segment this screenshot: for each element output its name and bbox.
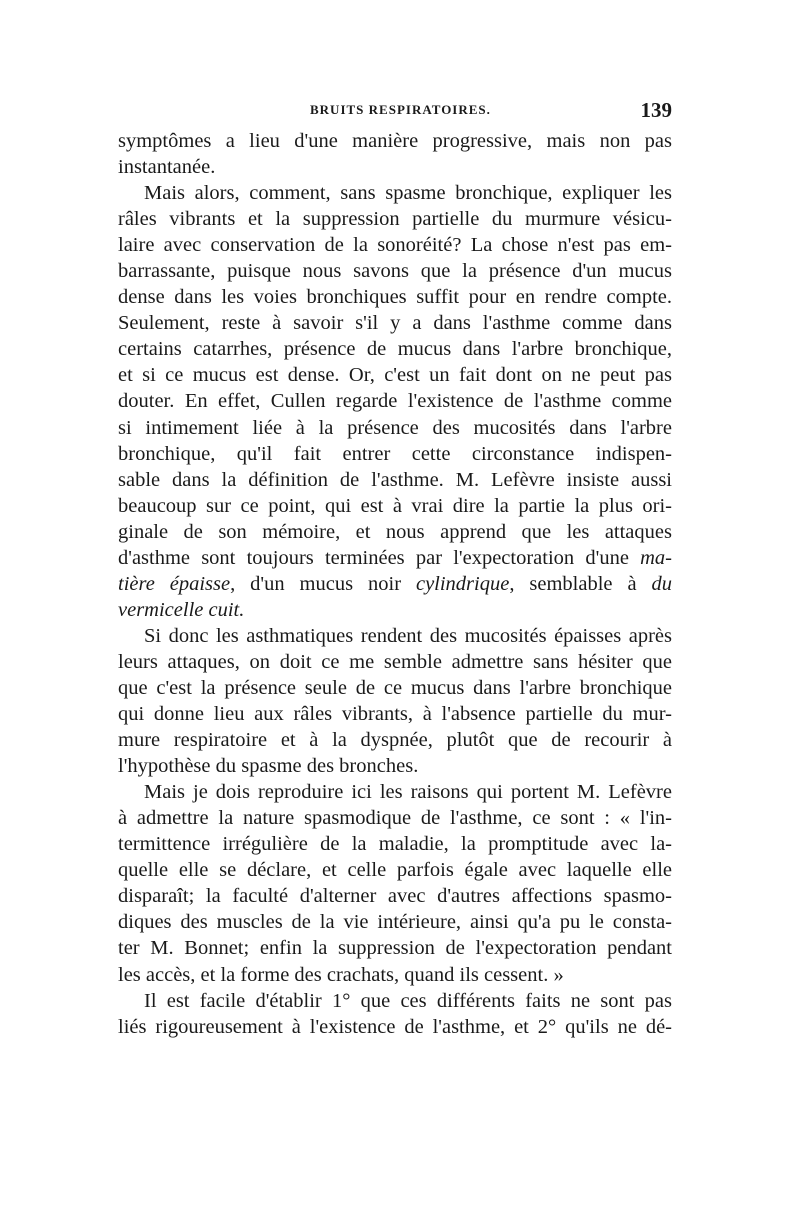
text-run: liés rigoureusement à l'existence de l'asthme, et 2° qu'ils ne dé- bbox=[118, 1015, 672, 1038]
italic-text: tière épaisse bbox=[118, 572, 231, 595]
italic-text: cylindrique bbox=[415, 572, 510, 595]
text-line bbox=[118, 753, 672, 779]
text-line bbox=[118, 493, 672, 519]
text-run: symptômes a lieu d'une manière progressive, mais non pas bbox=[118, 130, 672, 152]
text-run: barrassante, puisque nous savons que la présence d'un mucus bbox=[118, 260, 672, 283]
text-run: Il est facile d'établir 1° que ces différents faits ne sont pas bbox=[144, 989, 672, 1012]
text-line bbox=[118, 962, 672, 988]
text-run: instantanée. bbox=[118, 156, 216, 179]
body-text bbox=[118, 128, 672, 1040]
text-line bbox=[118, 232, 672, 258]
text-run: ginale de son mémoire, et nous apprend que les attaques bbox=[118, 520, 672, 543]
text-line bbox=[118, 883, 672, 909]
text-line bbox=[118, 388, 672, 414]
text-run: râles vibrants et la suppression partielle du murmure vésicu- bbox=[118, 208, 672, 231]
text-line bbox=[118, 701, 672, 727]
text-line bbox=[118, 597, 672, 623]
text-run: leurs attaques, on doit ce me semble admettre sans hésiter que bbox=[118, 650, 672, 673]
text-line bbox=[118, 727, 672, 753]
text-line bbox=[118, 310, 672, 336]
text-line bbox=[118, 258, 672, 284]
text-run: Seulement, reste à savoir s'il y a dans l'asthme comme dans bbox=[118, 312, 672, 335]
running-title: BRUITS RESPIRATOIRES. bbox=[310, 102, 491, 117]
text-line bbox=[118, 415, 672, 441]
text-run: l'hypothèse du spasme des bronches. bbox=[118, 755, 419, 778]
text-line bbox=[118, 519, 672, 545]
text-line bbox=[118, 623, 672, 649]
text-line bbox=[118, 649, 672, 675]
text-line bbox=[118, 1014, 672, 1040]
text-run: que c'est la présence seule de ce mucus dans l'arbre bronchique bbox=[118, 676, 672, 699]
text-line bbox=[118, 206, 672, 232]
italic-text: du bbox=[651, 572, 672, 595]
italic-text: vermicelle cuit. bbox=[118, 598, 245, 621]
text-run: les accès, et la forme des crachats, quand ils cessent. » bbox=[118, 963, 564, 986]
text-line bbox=[118, 154, 672, 180]
text-line bbox=[118, 467, 672, 493]
text-line bbox=[118, 545, 672, 571]
text-line bbox=[118, 857, 672, 883]
text-run: beaucoup sur ce point, qui est à vrai dire la partie la plus ori- bbox=[118, 494, 672, 517]
text-line bbox=[118, 441, 672, 467]
text-run: diques des muscles de la vie intérieure, ainsi qu'a pu le consta- bbox=[118, 911, 672, 934]
page-number: 139 bbox=[640, 98, 672, 122]
text-run: certains catarrhes, présence de mucus dans l'arbre bronchique, bbox=[118, 338, 672, 361]
text-run: , semblable à bbox=[509, 572, 652, 595]
text-line bbox=[118, 675, 672, 701]
text-run: Si donc les asthmatiques rendent des mucosités épaisses après bbox=[144, 624, 672, 647]
text-line bbox=[118, 831, 672, 857]
text-run: mure respiratoire et à la dyspnée, plutôt que de recourir à bbox=[118, 729, 672, 752]
text-run: quelle elle se déclare, et celle parfois égale avec laquelle elle bbox=[118, 859, 672, 882]
text-line bbox=[118, 180, 672, 206]
text-line bbox=[118, 805, 672, 831]
text-line bbox=[118, 336, 672, 362]
text-run: termittence irrégulière de la maladie, la promptitude avec la- bbox=[118, 833, 672, 856]
text-run: douter. En effet, Cullen regarde l'existence de l'asthme comme bbox=[118, 390, 672, 413]
text-line bbox=[118, 128, 672, 154]
text-run: bronchique, qu'il fait entrer cette circonstance indispen- bbox=[118, 442, 672, 465]
text-run: ter M. Bonnet; enfin la suppression de l'expectoration pendant bbox=[118, 937, 672, 960]
text-run: d'asthme sont toujours terminées par l'expectoration d'une bbox=[118, 546, 641, 569]
text-line bbox=[118, 988, 672, 1014]
text-run: si intimement liée à la présence des mucosités dans l'arbre bbox=[118, 416, 672, 439]
text-line bbox=[118, 779, 672, 805]
text-run: , d'un mucus noir bbox=[230, 572, 416, 595]
text-run: à admettre la nature spasmodique de l'asthme, ce sont : « l'in- bbox=[118, 807, 672, 830]
text-line bbox=[118, 362, 672, 388]
text-run: Mais je dois reproduire ici les raisons qui portent M. Lefèvre bbox=[144, 781, 672, 804]
text-line bbox=[118, 909, 672, 935]
text-line bbox=[118, 935, 672, 961]
text-line bbox=[118, 284, 672, 310]
italic-text: ma- bbox=[640, 546, 672, 569]
text-run: sable dans la définition de l'asthme. M. Lefèvre insiste aussi bbox=[118, 468, 672, 491]
text-line bbox=[118, 571, 672, 597]
text-run: laire avec conservation de la sonoréité? La chose n'est pas em- bbox=[118, 234, 672, 257]
text-run: disparaît; la faculté d'alterner avec d'autres affections spasmo- bbox=[118, 885, 672, 908]
text-run: et si ce mucus est dense. Or, c'est un fait dont on ne peut pas bbox=[118, 364, 672, 387]
text-run: Mais alors, comment, sans spasme bronchique, expliquer les bbox=[144, 182, 672, 205]
text-run: qui donne lieu aux râles vibrants, à l'absence partielle du mur- bbox=[118, 703, 672, 726]
text-run: dense dans les voies bronchiques suffit pour en rendre compte. bbox=[118, 286, 672, 309]
running-head bbox=[118, 98, 678, 124]
